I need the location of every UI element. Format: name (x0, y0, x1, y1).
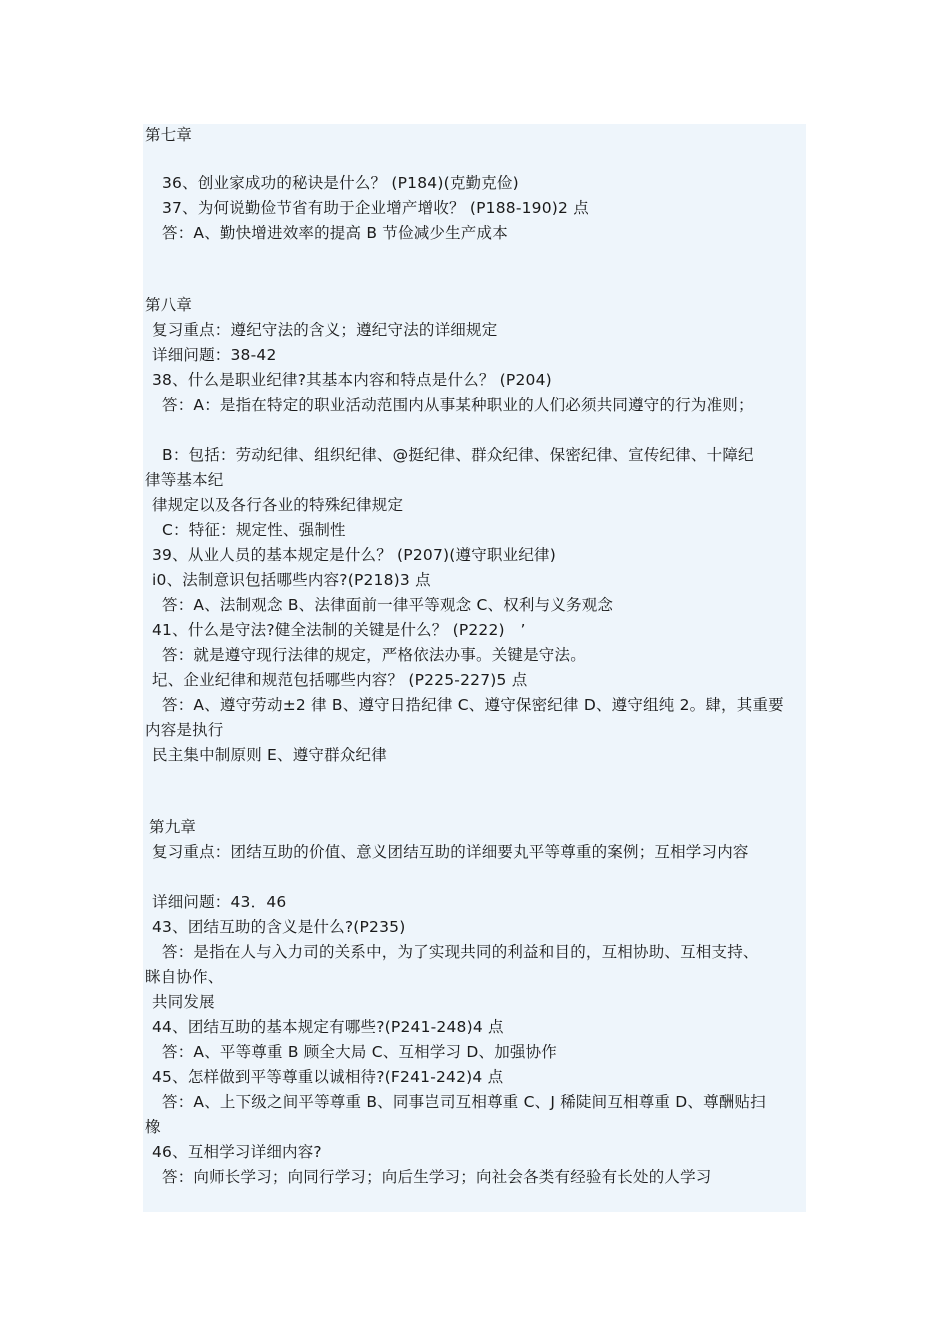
answer-38-b-cont-1: 律等基本纪 (145, 471, 224, 489)
answer-42: 答：A、遵守劳动±2 律 B、遵守日捁纪律 C、遵守保密纪律 D、遵守组纯 2。肆，其重要 (162, 696, 784, 714)
answer-44: 答：A、平等尊重 B 顾全大局 C、互相学习 D、加强协作 (162, 1043, 558, 1061)
question-40: i0、法制意识包括哪些内容?(P218)3 点 (152, 571, 431, 589)
text-panel (143, 124, 806, 1212)
answer-45: 答：A、上下级之间平等尊重 B、同事岂司互相尊重 C、J 稀陡间互相尊重 D、尊酬贴扫 (162, 1093, 766, 1111)
answer-38-a: 答：A：是指在特定的职业活动范围内从事某种职业的人们必须共同遵守的行为准则； (162, 396, 754, 414)
answer-42-cont-1: 内容是执行 (145, 721, 224, 739)
question-43: 43、团结互助的含义是什么?(P235) (152, 918, 406, 936)
answer-41: 答：就是遵守现行法律的规定，严格依法办事。关键是守法。 (162, 646, 586, 664)
chapter-8-questions-range: 详细问题：38-42 (152, 346, 277, 364)
question-41: 41、什么是守法?健全法制的关键是什么？ (P222) ’ (152, 621, 526, 639)
question-45: 45、怎样做到平等尊重以诚相待?(F241-242)4 点 (152, 1068, 504, 1086)
answer-40: 答：A、法制观念 B、法律面前一律平等观念 C、权利与义务观念 (162, 596, 614, 614)
answer-43-cont-1: 眯自协作、 (145, 968, 224, 986)
question-38: 38、什么是职业纪律?其基本内容和特点是什么？ (P204) (152, 371, 552, 389)
answer-46: 答：向师长学习；向同行学习；向后生学习；向社会各类有经验有长处的人学习 (162, 1168, 712, 1186)
answer-43: 答：是指在人与入力司的关系中，为了实现共同的利益和目的，互相协助、互相支持、 (162, 943, 759, 961)
chapter-7-heading: 第七章 (145, 126, 193, 144)
chapter-9-review-points: 复习重点：团结互助的价值、意义团结互助的详细要丸平等尊重的案例；互相学习内容 (152, 843, 749, 861)
question-44: 44、团结互助的基本规定有哪些?(P241-248)4 点 (152, 1018, 504, 1036)
answer-37: 答：A、勤快增进效率的提高 B 节俭减少生产成本 (162, 224, 508, 242)
answer-38-b-cont-2: 律规定以及各行各业的特殊纪律规定 (152, 496, 404, 514)
answer-38-c: C：特征：规定性、强制性 (162, 521, 346, 539)
question-42: 圮、企业纪律和规范包括哪些内容？ (P225-227)5 点 (152, 671, 528, 689)
question-37: 37、为何说勤俭节省有助于企业增产增收？ (P188-190)2 点 (162, 199, 589, 217)
chapter-8-review-points: 复习重点：遵纪守法的含义；遵纪守法的详细规定 (152, 321, 498, 339)
answer-38-b: B：包括：劳动纪律、组织纪律、@挺纪律、群众纪律、保密纪律、宣传纪律、十障纪 (162, 446, 754, 464)
chapter-9-heading: 第九章 (149, 818, 197, 836)
answer-42-cont-2: 民主集中制原则 E、遵守群众纪律 (152, 746, 387, 764)
question-46: 46、互相学习详细内容? (152, 1143, 322, 1161)
answer-45-cont: 橡 (145, 1118, 161, 1136)
question-39: 39、从业人员的基本规定是什么？ (P207)(遵守职业纪律) (152, 546, 556, 564)
question-36: 36、创业家成功的秘诀是什么？ (P184)(克勤克俭) (162, 174, 519, 192)
chapter-8-heading: 第八章 (145, 296, 193, 314)
answer-43-cont-2: 共同发展 (152, 993, 215, 1011)
chapter-9-questions-range: 详细问题：43．46 (152, 893, 287, 911)
